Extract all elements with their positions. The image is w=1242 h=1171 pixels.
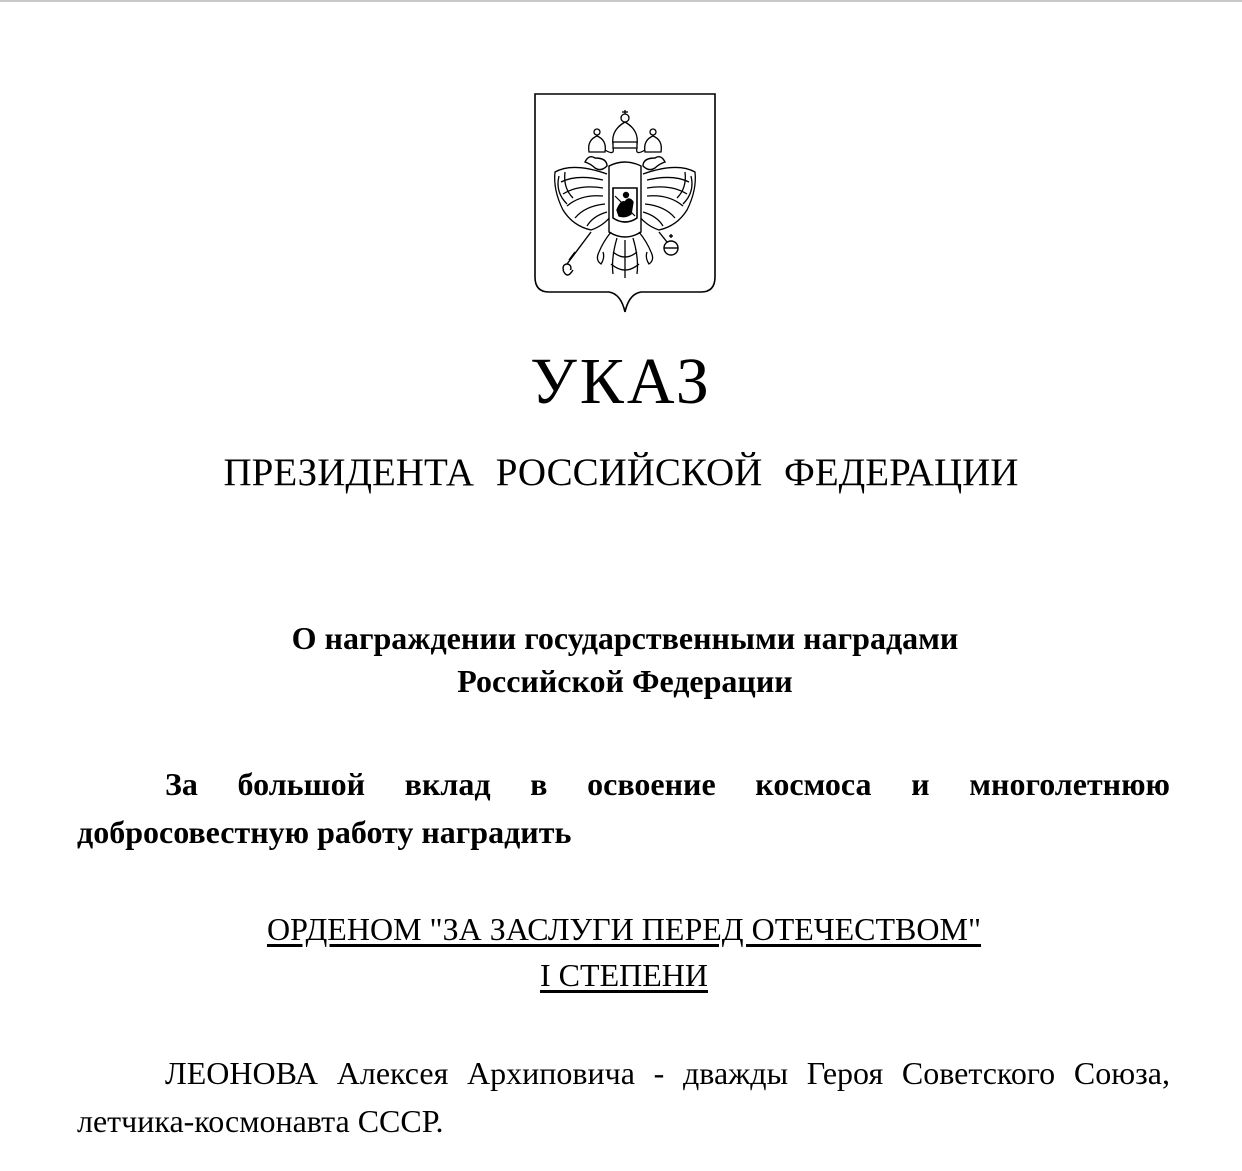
decree-heading-line-2: Российской Федерации xyxy=(457,663,793,699)
award-name-line-1: ОРДЕНОМ "ЗА ЗАСЛУГИ ПЕРЕД ОТЕЧЕСТВОМ" xyxy=(266,911,982,947)
decree-paragraph-recipient: ЛЕОНОВА Алексея Архиповича - дважды Героя Советского Союза, летчика-космонавта СССР. xyxy=(77,1055,1170,1139)
award-name-line-2: I СТЕПЕНИ xyxy=(540,957,708,993)
decree-heading xyxy=(0,617,1242,703)
decree-paragraph-reason: За большой вклад в освоение космоса и многолетнюю добросовестную работу наградить xyxy=(77,766,1170,850)
coat-of-arms-icon xyxy=(533,92,717,314)
decree-heading-line-1: О награждении государственными наградами xyxy=(291,620,959,656)
document-title: УКАЗ xyxy=(530,345,712,418)
document-subtitle: ПРЕЗИДЕНТА РОССИЙСКОЙ ФЕДЕРАЦИИ xyxy=(223,451,1019,494)
award-name xyxy=(0,906,1242,998)
